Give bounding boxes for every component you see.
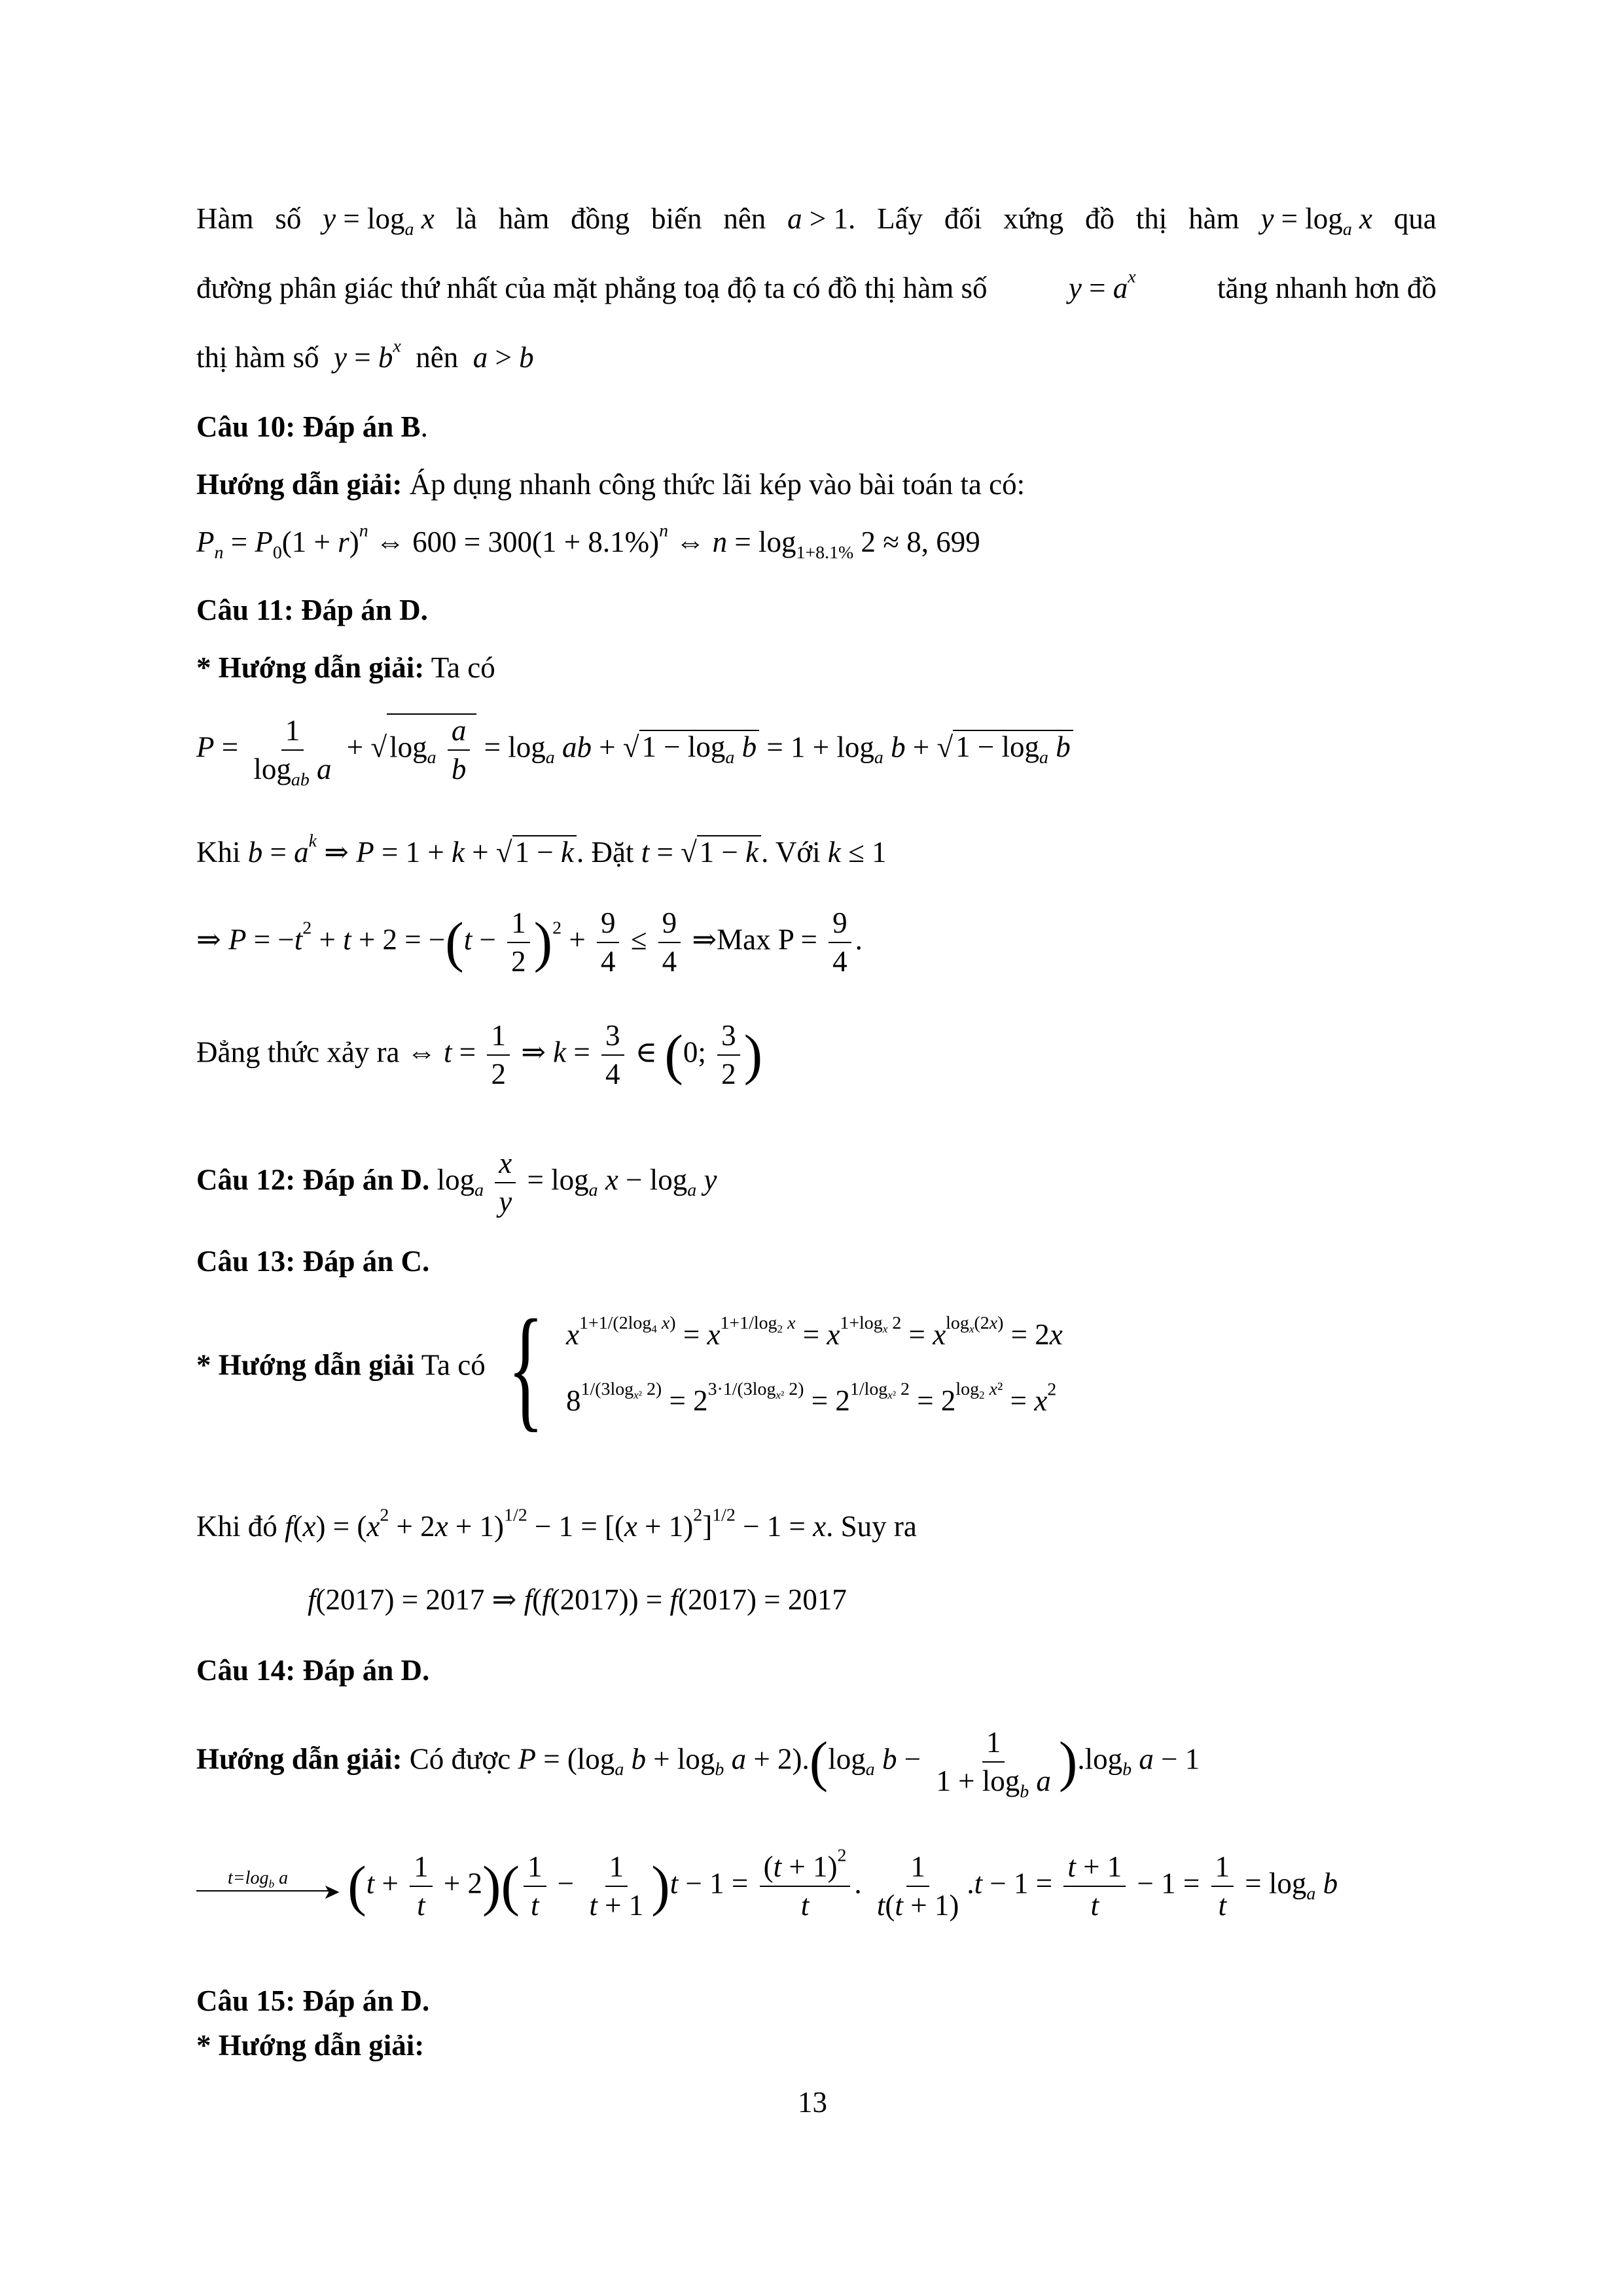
- intro-word: nên: [723, 202, 766, 235]
- q10-guide-label: Hướng dẫn giải:: [196, 468, 402, 501]
- formula-a-gt-b: a > b: [473, 341, 534, 374]
- intro-word: Hàm: [196, 202, 254, 235]
- q13-system: [566, 1313, 1063, 1417]
- formula-y-bx: $y = b^x$: [334, 336, 401, 374]
- q13-year: 2017: [787, 1583, 847, 1616]
- q11-k-den: 4: [605, 1058, 620, 1090]
- q10-rate: 1 + 8.1%: [542, 526, 650, 558]
- intro-word: là: [455, 202, 478, 235]
- q10-value: 300: [488, 526, 533, 558]
- intro-line-1: [196, 202, 1436, 240]
- q14-guide-label: Hướng dẫn giải:: [196, 1742, 402, 1776]
- q14-guide: Hướng dẫn giải: Có được $P = (\log_a$ $b + \log_b a + 2).(\log_a$ b − $\frac{1}{1 + \log_b a}$ )$.\log_b$ a − 1: [196, 1726, 1200, 1802]
- q10-guide-text: Áp dụng nhanh công thức lãi kép vào bài toán ta có:: [409, 468, 1026, 501]
- q11-half-num: 1: [507, 908, 530, 943]
- q10-value: 600: [412, 526, 457, 558]
- intro-word: đồ: [1084, 202, 1115, 235]
- q13-so: . Suy ra: [826, 1510, 917, 1543]
- q13-title-text: Câu 13: Đáp án C.: [196, 1245, 430, 1278]
- q13-f-2017: f(2017) = 2017 ⇒ f(f(2017)) = f(2017) = 2017: [308, 1583, 847, 1616]
- q11-nine: 9: [829, 908, 851, 943]
- q11-max: ⇒ $P = -t^2 + t + 2 = -(t$ − $\frac{1}{2}$ )$^2$ + $\frac{9}{4}$ ≤ $\frac{9}{4}$ ⇒Max P = $\frac{9}{4}$ .: [196, 906, 863, 978]
- q13-year: 2017: [325, 1583, 385, 1616]
- q11-equality-text: Đẳng thức xảy ra: [196, 1035, 400, 1069]
- intro-word: đồng: [571, 202, 630, 235]
- q13-system-row-1: $x^{1+1/(2log_4 x)} = x^{1+1/log_2 x} = x^{1+log_x 2} = x^{log_x(2x)} = 2x$: [566, 1313, 1063, 1351]
- q11-guide: [196, 653, 495, 683]
- q15-guide-label: * Hướng dẫn giải:: [196, 2029, 425, 2062]
- intro-text: đường phân giác thứ nhất của mặt phẳng toạ độ ta có đồ thị hàm số: [196, 272, 988, 304]
- intro-word: Lấy: [877, 202, 923, 235]
- intro-word: hàm: [498, 202, 550, 235]
- substitution-label: $t=\log_b$ a: [228, 1868, 289, 1891]
- intro-word: biến: [651, 202, 702, 235]
- q10-result: 8, 699: [906, 526, 980, 558]
- formula-y-log-2: $y = \log_a x$: [1260, 202, 1372, 240]
- q14-chain: $t=\log_b$ a ➤ (t + $\frac{1}{t}$ + 2)( $\frac{1}{t}$ − $\frac{1}{t + 1}$ )t − 1 = $\frac{(t + 1)^2}{t}$ . $\frac{1}{t(t + 1)}$ .t − 1 = $\frac{t + 1}{t}$ − 1 = $\frac{1}{t}$ = $\log_a b$: [196, 1852, 1338, 1920]
- page-number: 13: [798, 2086, 827, 2119]
- intro-word: hàm: [1188, 202, 1240, 235]
- q11-with: . Với: [761, 836, 821, 869]
- intro-text: nên: [416, 341, 459, 374]
- q11-equality: Đẳng thức xảy ra ⇔ t = $\frac{1}{2}$ ⇒ k = $\frac{3}{4}$ ∈ (0; $\frac{3}{2}$ ): [196, 1019, 763, 1090]
- q11-four: 4: [662, 945, 677, 978]
- intro-word: thị: [1135, 202, 1168, 235]
- q13-title: [196, 1247, 429, 1276]
- intro-word: đối: [944, 202, 982, 235]
- q13-f-def: Khi đó $f(x) = (x^2 + 2x + 1)^{1/2} - 1 = [(x + 1)^2]^{1/2} - 1 = x$. Suy ra: [196, 1505, 917, 1543]
- q11-half-num: 1: [487, 1021, 510, 1056]
- formula-y-ax: $y = a^x$: [1068, 266, 1136, 304]
- q11-guide-text: Ta có: [431, 651, 495, 684]
- q10-log-base: 1+8.1%: [796, 542, 854, 563]
- q11-substitution: Khi $b = a^k$ ⇒ P = 1 + k + √1 − k. Đặt t = √1 − k. Với k ≤ 1: [196, 831, 887, 869]
- q11-formula-p: P = $\frac{1}{\log_{ab} a}$ + $√\log_a$ $\frac{a}{b}$ = $\log_a$ ab + $√1 - \log_a b = 1 + \log_a b + √1 - \log_a b$: [196, 713, 1073, 784]
- q11-nine: 9: [658, 908, 681, 943]
- q11-four: 4: [832, 945, 847, 978]
- q13-year: 2017: [560, 1583, 619, 1616]
- q13-year: 2017: [688, 1583, 747, 1616]
- q11-four: 4: [600, 945, 616, 978]
- q15-title: [196, 1986, 429, 2016]
- q15-guide: [196, 2031, 424, 2060]
- q13-when: Khi đó: [196, 1510, 277, 1543]
- q10-formula: $P_n = P_0(1 + r)^n$ ⇔ $600 = 300(1 + 8.1\%)^n$ ⇔ $n = \log_{1+8.1\%} 2 \approx 8$, 699: [196, 520, 980, 563]
- substitution-arrow: $t=\log_b$ a ➤: [196, 1867, 340, 1906]
- q11-nine: 9: [597, 908, 620, 943]
- q10-guide: [196, 470, 1025, 499]
- q11-set: . Đặt: [576, 836, 634, 869]
- q11-title: [196, 596, 428, 625]
- intro-text: thị hàm số: [196, 341, 319, 374]
- intro-word: xứng: [1003, 202, 1064, 235]
- q12-line: Câu 12: Đáp án D. $\log_a$ $\frac{x}{y}$ = $\log_a x - \log_a y$: [196, 1147, 717, 1218]
- intro-word: qua: [1393, 202, 1436, 235]
- system-brace: {: [507, 1292, 544, 1444]
- q14-title-text: Câu 14: Đáp án D.: [196, 1654, 430, 1687]
- q15-title-text: Câu 15: Đáp án D.: [196, 1984, 430, 2017]
- intro-line-3: [196, 336, 534, 374]
- q10-title-tail: .: [420, 410, 428, 443]
- q13-guide-label: * Hướng dẫn giải: [196, 1348, 415, 1382]
- q11-when: Khi: [196, 836, 241, 869]
- q14-title: [196, 1656, 429, 1685]
- intro-line-2: [196, 266, 1436, 304]
- q14-guide-text: Có được: [409, 1742, 511, 1776]
- q10-title: [196, 412, 428, 442]
- intro-word: số: [275, 202, 302, 235]
- formula-y-log: $y = \log_a x$: [323, 202, 435, 240]
- q13-system-row-2: $8^{1/(3log_{x^2} 2)} = 2^{3\cdot 1/(3log_{x^2} 2)} = 2^{1/log_{x^2} 2} = 2^{log_2 x^2} = x^2$: [566, 1379, 1057, 1417]
- q11-title-text: Câu 11: Đáp án D.: [196, 594, 428, 626]
- q13-guide: [196, 1292, 1063, 1444]
- q13-guide-text: Ta có: [421, 1348, 486, 1382]
- q11-k-num: 3: [601, 1021, 624, 1056]
- q11-half-den: 2: [511, 945, 526, 978]
- q11-max-text: Max P: [717, 923, 794, 956]
- q11-half-den: 2: [491, 1058, 506, 1090]
- q10-title-text: Câu 10: Đáp án B: [196, 410, 421, 443]
- formula-a-gt-1: a > 1.: [787, 202, 856, 235]
- q12-title-text: Câu 12: Đáp án D.: [196, 1163, 430, 1196]
- intro-text: tăng nhanh hơn đồ: [1217, 272, 1436, 304]
- q11-guide-label: * Hướng dẫn giải:: [196, 651, 425, 684]
- substitution-label-text: t=log: [228, 1868, 269, 1888]
- q13-year: 2017: [425, 1583, 485, 1616]
